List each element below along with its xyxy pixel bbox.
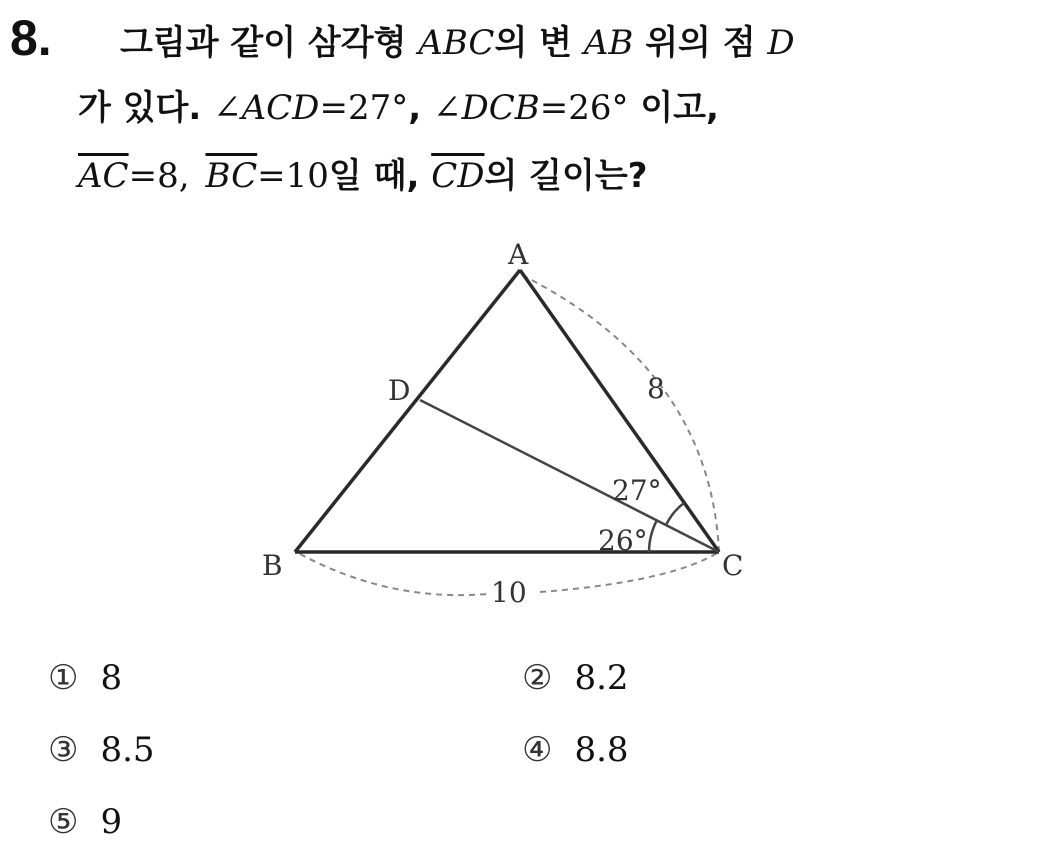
question-line-3 [78, 151, 647, 201]
vertex-label-c: C [722, 549, 744, 582]
side-length-ac: 8 [647, 372, 665, 405]
question-text: 위의 점 [633, 23, 768, 63]
angle-label-dcb: 26° [598, 524, 648, 557]
side-length-bc: 10 [491, 576, 527, 609]
answer-choice-3[interactable] [48, 728, 155, 772]
math-angle-dcb-value: =26° [539, 88, 629, 128]
question-text: 가 있다. [78, 88, 214, 128]
math-segment-bc: $\overline{BC}$ [205, 156, 258, 196]
side-ac [520, 270, 719, 552]
question-text: , [408, 88, 433, 128]
math-segment-ac: $\overline{AC}$ [78, 156, 129, 196]
math-segment-cd: $\overline{CD}$ [431, 156, 485, 196]
math-triangle-abc: ABC [418, 23, 495, 63]
choice-number: ④ [522, 730, 553, 770]
math-segment-ac-value: =8, [128, 156, 190, 196]
question-text: 의 변 [494, 23, 584, 63]
angle-label-acd: 27° [612, 474, 662, 507]
choice-value: 9 [100, 802, 123, 842]
angle-arc-dcb [649, 520, 657, 552]
choice-number: ⑤ [48, 802, 79, 842]
choice-value: 8 [100, 658, 123, 698]
vertex-label-b: B [262, 549, 283, 582]
question-line-2 [78, 83, 719, 133]
question-line-1 [120, 18, 795, 68]
vertex-label-a: A [508, 238, 529, 271]
choice-value: 8.2 [574, 658, 629, 698]
math-segment-bc-value: =10 [257, 156, 329, 196]
question-number: 8. [10, 10, 52, 66]
question-text: 일 때, [328, 156, 432, 196]
choice-number: ① [48, 658, 79, 698]
triangle-figure [250, 230, 770, 620]
answer-choice-2[interactable] [522, 656, 629, 700]
answer-choice-4[interactable] [522, 728, 629, 772]
choice-number: ③ [48, 730, 79, 770]
answer-choice-5[interactable] [48, 800, 122, 844]
dashed-arc-bc [300, 554, 487, 595]
angle-arc-acd [666, 503, 684, 525]
question-text: 이고, [628, 88, 719, 128]
choice-number: ② [522, 658, 553, 698]
segment-cd [420, 400, 719, 552]
question-text: 의 길이는? [484, 156, 648, 196]
math-point-d: D [767, 23, 795, 63]
math-angle-acd-value: =27° [319, 88, 409, 128]
math-angle-dcb: ∠DCB [432, 88, 540, 128]
answer-choice-1[interactable] [48, 656, 122, 700]
dashed-arc-bc [540, 552, 719, 592]
math-angle-acd: ∠ACD [213, 88, 320, 128]
vertex-label-d: D [388, 374, 411, 407]
side-ab [295, 270, 520, 552]
math-side-ab: AB [583, 23, 634, 63]
choice-value: 8.8 [574, 730, 629, 770]
question-text: 그림과 같이 삼각형 [120, 23, 419, 63]
choice-value: 8.5 [100, 730, 155, 770]
